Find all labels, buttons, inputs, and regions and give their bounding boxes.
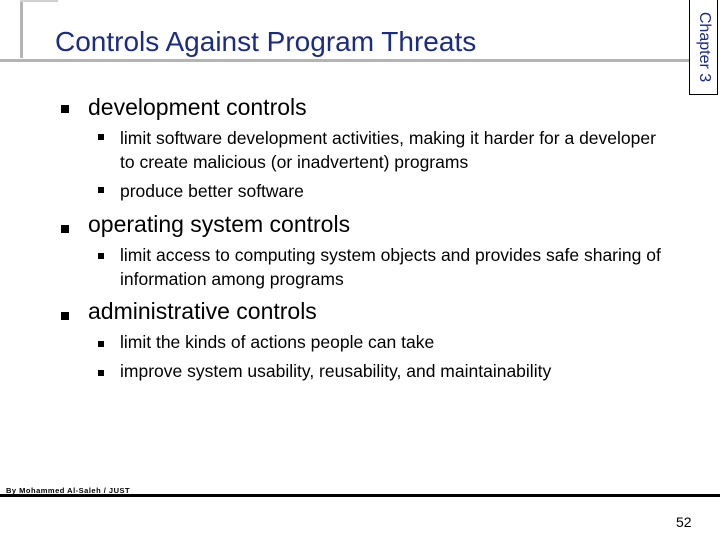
sub-bullet-marker: [98, 341, 104, 347]
sub-bullet-item: limit software development activities, making it harder for a developer to create malicious (or inadvertent) programs: [120, 128, 656, 172]
section-heading: development controls: [88, 94, 307, 120]
decorative-vertical-line: [20, 0, 23, 58]
sub-bullet-marker: [98, 370, 104, 376]
sub-bullet-item: produce better software: [120, 181, 304, 201]
decorative-short-line: [20, 0, 58, 2]
sub-bullet-item: improve system usability, reusability, and maintainability: [120, 361, 552, 381]
sub-bullet-item: limit the kinds of actions people can take: [120, 332, 435, 352]
chapter-label: Chapter 3: [695, 11, 713, 83]
section-heading: operating system controls: [88, 211, 351, 237]
sub-bullet-marker: [98, 253, 104, 259]
footer-author: By Mohammed Al-Saleh / JUST: [6, 486, 131, 495]
sub-bullet-marker: [98, 187, 104, 193]
page-number: 52: [676, 514, 692, 530]
decorative-horizontal-line: [0, 59, 690, 62]
bullet-marker: [61, 225, 69, 233]
chapter-tab: [689, 0, 718, 95]
bullet-marker: [61, 105, 69, 113]
slide-title: Controls Against Program Threats: [55, 26, 477, 57]
section-heading: administrative controls: [88, 298, 317, 324]
sub-bullet-item: limit access to computing system objects and provides safe sharing of information among programs: [120, 245, 661, 289]
sub-bullet-marker: [98, 134, 104, 140]
bullet-marker: [61, 312, 69, 320]
